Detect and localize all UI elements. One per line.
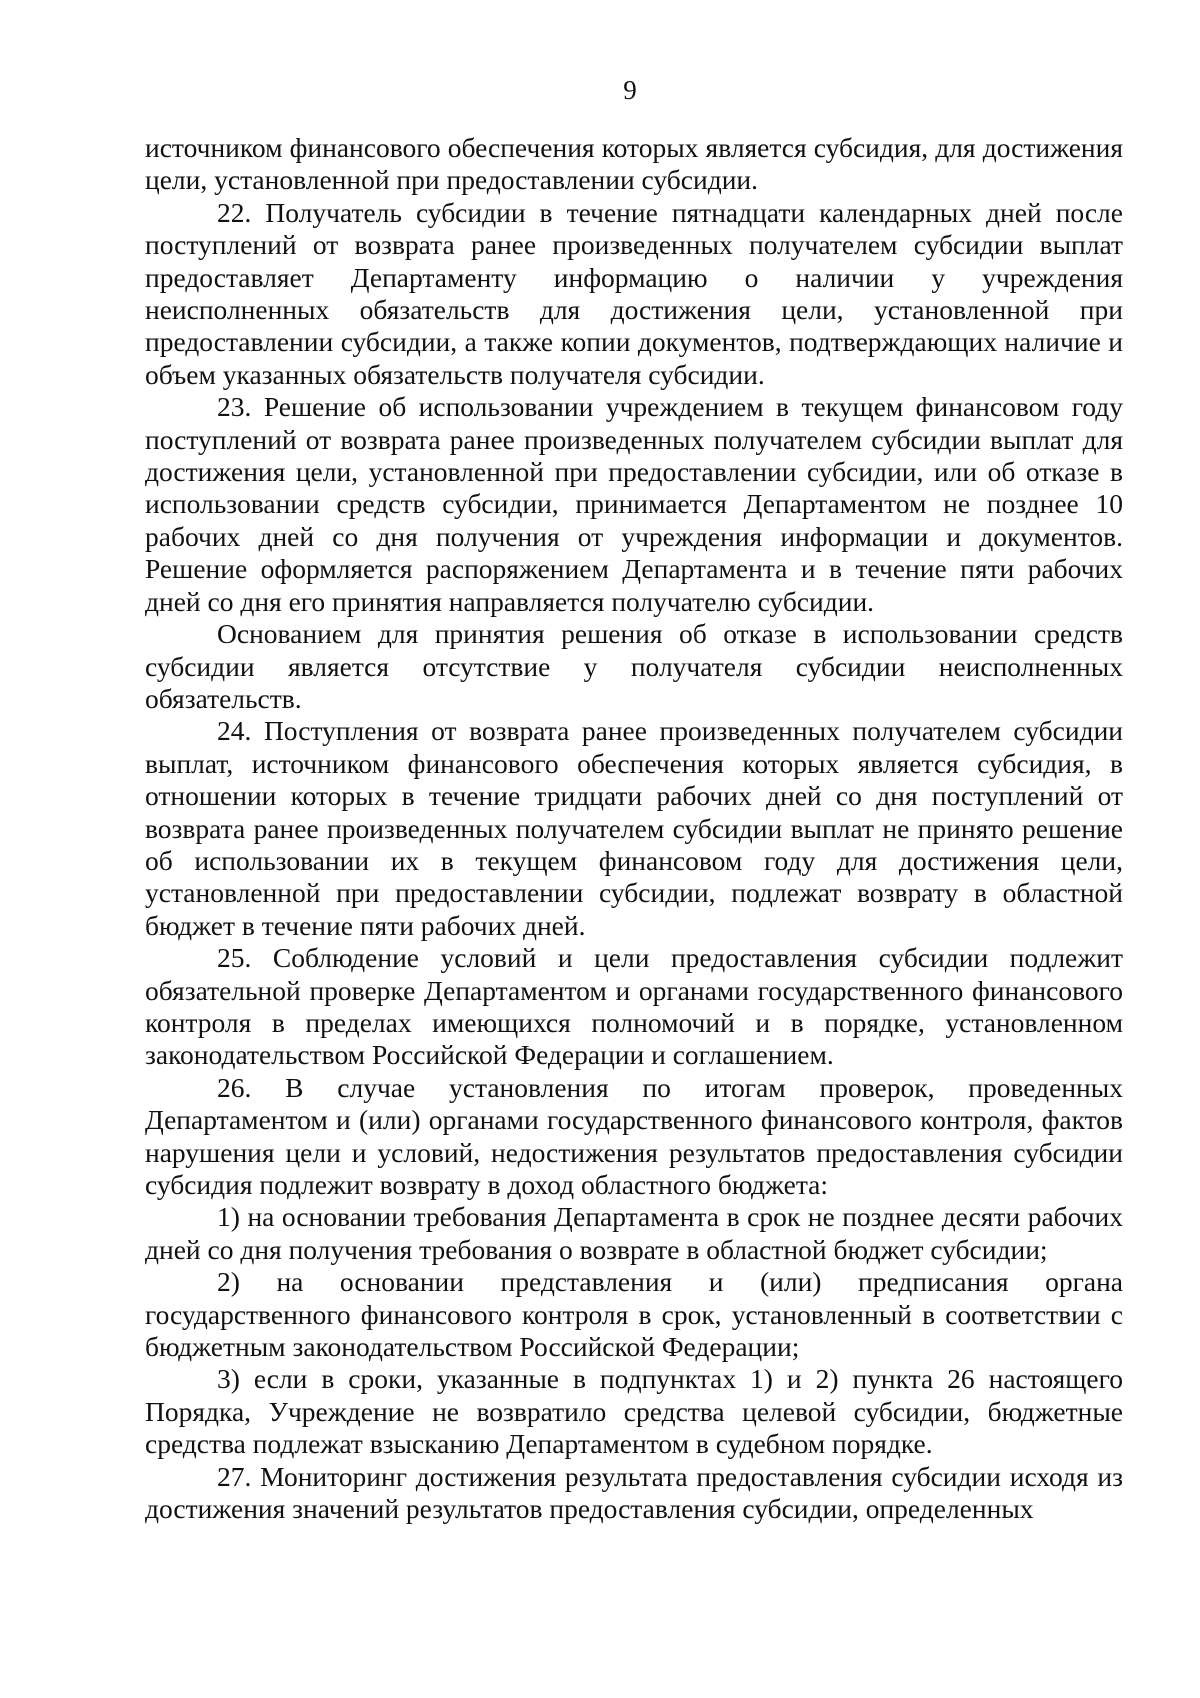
paragraph-item-27: 27. Мониторинг достижения результата предоставления субсидии исходя из достижения значений результатов предоставления субсидии, определенных <box>145 1460 1123 1525</box>
paragraph-item-23: 23. Решение об использовании учреждением в текущем финансовом году поступлений от возврата ранее произведенных получателем субсидии выплат для достижения цели, установленной при предоставлении субсидии, или об отказе в использовании средств субсидии, принимается Департаментом не позднее 10 рабочих дней со дня получения от учреждения информации и документов. Решение оформляется распоряжением Департамента и в течение пяти рабочих дней со дня его принятия направляется получателю субсидии. <box>145 391 1123 617</box>
paragraph-item-22: 22. Получатель субсидии в течение пятнадцати календарных дней после поступлений от возврата ранее произведенных получателем субсидии выплат предоставляет Департаменту информацию о наличии у учреждения неисполненных обязательств для достижения цели, установленной при предоставлении субсидии, а также копии документов, подтверждающих наличие и объем указанных обязательств получателя субсидии. <box>145 196 1123 390</box>
paragraph-item-26: 26. В случае установления по итогам проверок, проведенных Департаментом и (или) органами государственного финансового контроля, фактов нарушения цели и условий, недостижения результатов предоставления субсидии субсидия подлежит возврату в доход областного бюджета: <box>145 1071 1123 1200</box>
paragraph-item-24: 24. Поступления от возврата ранее произведенных получателем субсидии выплат, источником финансового обеспечения которых является субсидия, в отношении которых в течение тридцати рабочих дней со дня поступлений от возврата ранее произведенных получателем субсидии выплат не принято решение об использовании их в текущем финансовом году для достижения цели, установленной при предоставлении субсидии, подлежат возврату в областной бюджет в течение пяти рабочих дней. <box>145 715 1123 941</box>
page-number: 9 <box>623 75 637 105</box>
paragraph-continuation: источником финансового обеспечения которых является субсидия, для достижения цели, установленной при предоставлении субсидии. <box>145 132 1123 196</box>
subitem-26-1: 1) на основании требования Департамента в срок не позднее десяти рабочих дней со дня получения требования о возврате в областной бюджет субсидии; <box>145 1201 1123 1265</box>
paragraph-item-25: 25. Соблюдение условий и цели предоставления субсидии подлежит обязательной проверке Департаментом и органами государственного финансового контроля в пределах имеющихся полномочий и в порядке, установленном законодательством Российской Федерации и соглашением. <box>145 942 1123 1071</box>
document-body <box>145 132 1123 1525</box>
subitem-26-2: 2) на основании представления и (или) предписания органа государственного финансового контроля в срок, установленный в соответствии с бюджетным законодательством Российской Федерации; <box>145 1266 1123 1363</box>
paragraph-refusal-grounds: Основанием для принятия решения об отказе в использовании средств субсидии является отсутствие у получателя субсидии неисполненных обязательств. <box>145 618 1123 714</box>
subitem-26-3: 3) если в сроки, указанные в подпунктах 1) и 2) пункта 26 настоящего Порядка, Учреждение не возвратило средства целевой субсидии, бюджетные средства подлежат взысканию Департаментом в судебном порядке. <box>145 1363 1123 1460</box>
